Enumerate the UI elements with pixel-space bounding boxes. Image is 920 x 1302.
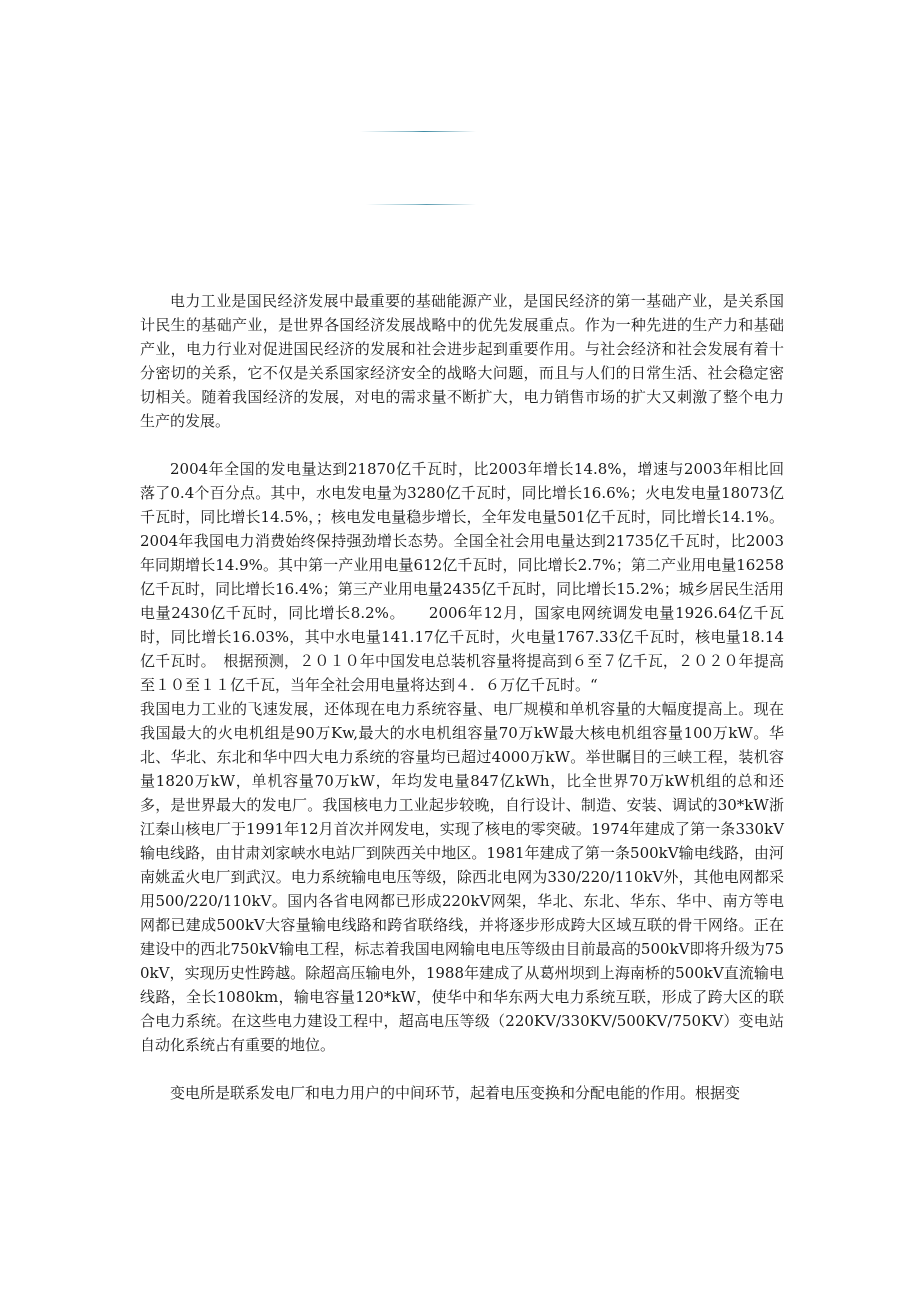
paragraph-statistics: 2004年全国的发电量达到21870亿千瓦时，比2003年增长14.8%，增速与2003年相比回落了0.4个百分点。其中，水电发电量为3280亿千瓦时，同比增长16.6%；火电发电量18073亿千瓦时，同比增长14.5%，；核电发电量稳步增长，全年发电量501亿千瓦时，同比增长14.1%。2004年我国电力消费始终保持强劲增长态势。全国全社会用电量达到21735亿千瓦时，比2003年同期增长14.9%。其中第一产业用电量612亿千瓦时，同比增长2.7%；第二产业用电量16258亿千瓦时，同比增长16.4%；第三产业用电量2435亿千瓦时，同比增长15.2%；城乡居民生活用电量2430亿千瓦时，同比增长8.2%。 2006年12月，国家电网统调发电量1926.64亿千瓦时，同比增长16.03%，其中水电量141.17亿千瓦时，火电量1767.33亿千瓦时，核电量18.14亿千瓦时。 根据预测，２０１０年中国发电总装机容量将提高到６至７亿千瓦，２０２０年提高至１０至１１亿千瓦，当年全社会用电量将达到４．６万亿千瓦时。“	[140, 460, 784, 694]
header-decorative-rule	[360, 131, 476, 132]
header-decorative-rule-lower	[366, 204, 476, 205]
paragraph-development: 我国电力工业的飞速发展，还体现在电力系统容量、电厂规模和单机容量的大幅度提高上。现在我国最大的火电机组是90万Kw,最大的水电机组容量70万kW最大核电机组容量100万kW。华北、华北、东北和华中四大电力系统的容量均已超过4000万kW。举世瞩目的三峡工程，装机容量1820万kW，单机容量70万kW，年均发电量847亿kWh，比全世界70万kW机组的总和还多，是世界最大的发电厂。我国核电力工业起步较晚，自行设计、制造、安装、调试的30*kW浙江秦山核电厂于1991年12月首次并网发电，实现了核电的零突破。1974年建成了第一条330kV输电线路，由甘肃刘家峡水电站厂到陕西关中地区。1981年建成了第一条500kV输电线路，由河南姚孟火电厂到武汉。电力系统输电电压等级，除西北电网为330/220/110kV外，其他电网都采用500/220/110kV。国内各省电网都已形成220kV网架，华北、东北、华东、华中、南方等电网都已建成500kV大容量输电线路和跨省联络线，并将逐步形成跨大区域互联的骨干网络。正在建设中的西北750kV输电工程，标志着我国电网输电电压等级由目前最高的500kV即将升级为750kV，实现历史性跨越。除超高压输电外，1988年建成了从葛州坝到上海南桥的500kV直流输电线路，全长1080km，输电容量120*kW，使华中和华东两大电力系统互联，形成了跨大区的联合电力系统。在这些电力建设工程中，超高电压等级（220KV/330KV/500KV/750KV）变电站自动化系统占有重要的地位。	[140, 700, 784, 1054]
document-body	[140, 289, 784, 1105]
paragraph-intro: 电力工业是国民经济发展中最重要的基础能源产业，是国民经济的第一基础产业，是关系国计民生的基础产业，是世界各国经济发展战略中的优先发展重点。作为一种先进的生产力和基础产业，电力行业对促进国民经济的发展和社会进步起到重要作用。与社会经济和社会发展有着十分密切的关系，它不仅是关系国家经济安全的战略大问题，而且与人们的日常生活、社会稳定密切相关。随着我国经济的发展，对电的需求量不断扩大，电力销售市场的扩大又刺激了整个电力生产的发展。	[140, 292, 784, 430]
paragraph-substation: 变电所是联系发电厂和电力用户的中间环节，起着电压变换和分配电能的作用。根据变	[170, 1084, 741, 1102]
